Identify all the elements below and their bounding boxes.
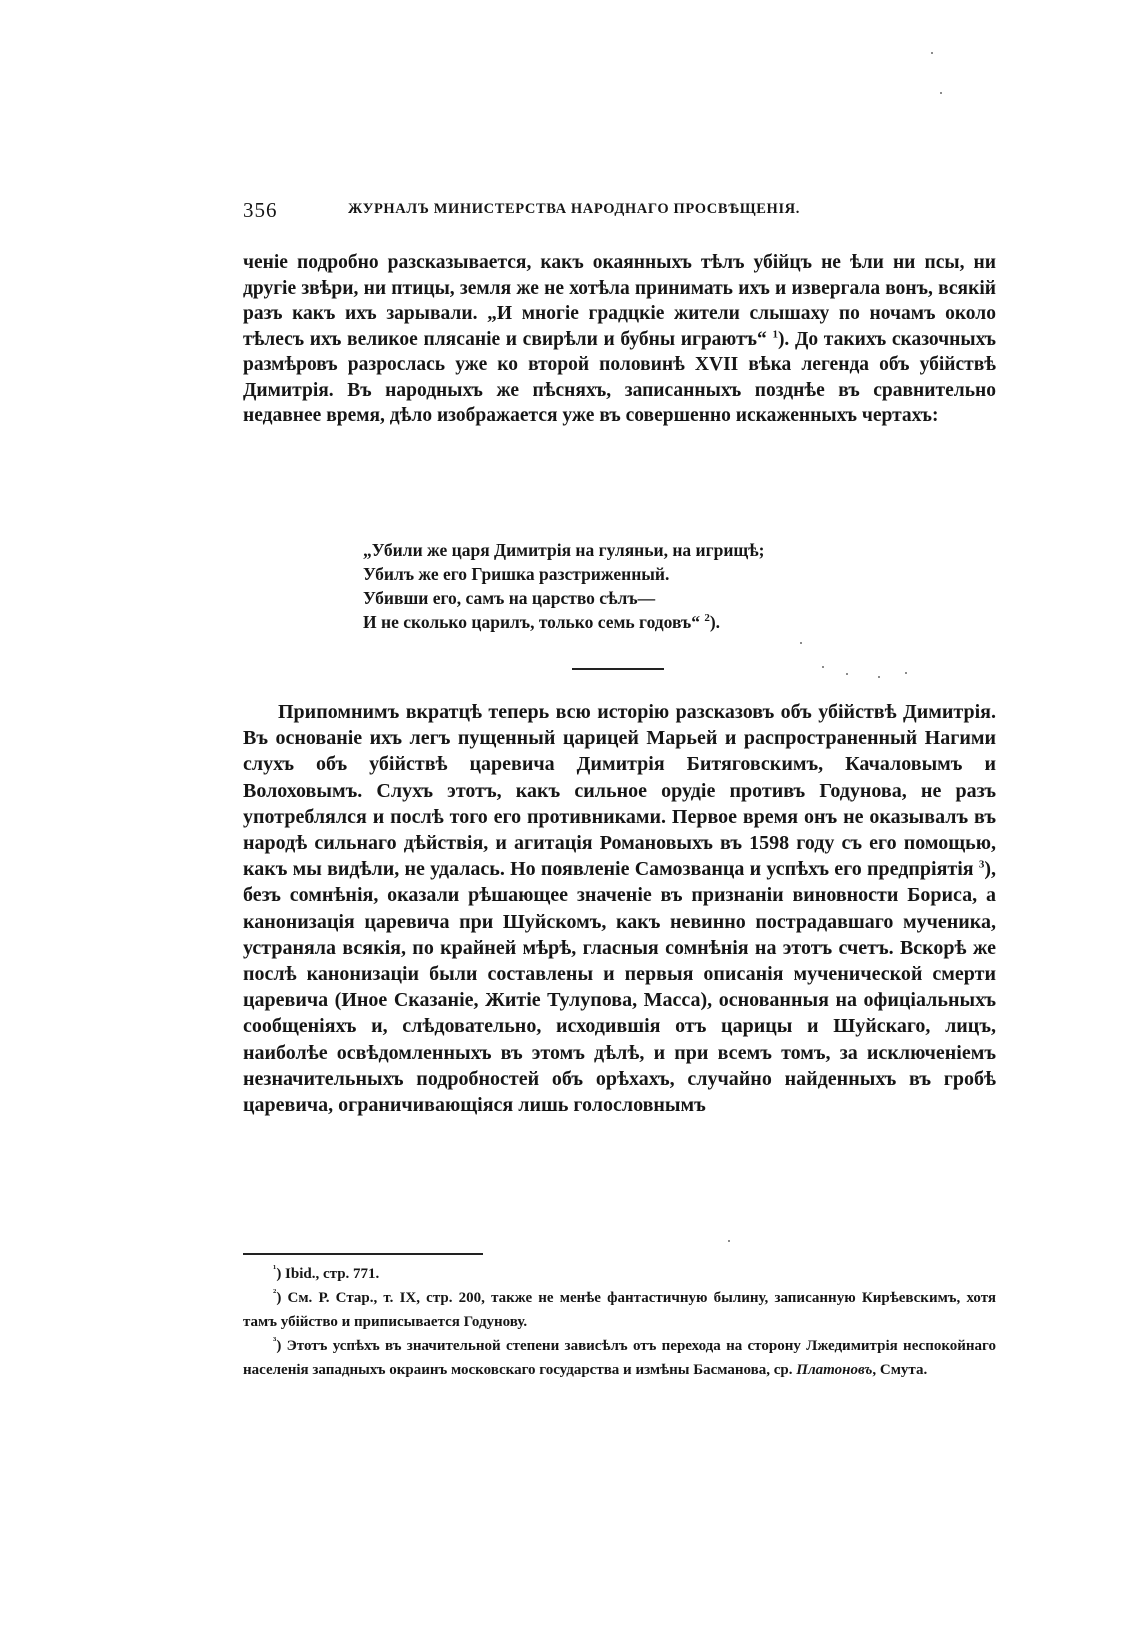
verse-line-3: Убивши его, самъ на царство сѣлъ—: [363, 588, 656, 608]
footnote-1-marker: ¹: [273, 1263, 277, 1275]
verse-line-4-end: ).: [709, 612, 721, 632]
footnote-ref-2: 2: [704, 612, 710, 625]
section-separator: [572, 668, 664, 670]
verse-line-4-text: И не сколько царилъ, только семь годовъ“: [363, 612, 705, 632]
footnote-1: [243, 1262, 996, 1286]
scan-speck: [728, 1240, 730, 1242]
page-header: [243, 198, 873, 224]
footnote-3-text-b: , Смута.: [872, 1362, 928, 1378]
footnote-2-text: ) См. Р. Стар., т. IX, стр. 200, также не менѣе фантастичную былину, записанную Кирѣевскимъ, хотя тамъ убійство и приписывается Годунову.: [243, 1290, 996, 1330]
verse-quote: [363, 538, 765, 634]
footnote-ref-3: 3: [978, 858, 985, 871]
running-title: ЖУРНАЛЪ МИНИСТЕРСТВА НАРОДНАГО ПРОСВѢЩЕНІЯ.: [348, 201, 800, 217]
scan-speck: [878, 676, 880, 678]
footnote-3-marker: ³: [273, 1335, 277, 1347]
verse-line-4: [363, 610, 765, 634]
footnote-3: [243, 1334, 996, 1382]
footnote-1-text: ) Ibid., стр. 771.: [276, 1266, 380, 1282]
page-number: 356: [243, 198, 278, 222]
scan-speck: [822, 666, 824, 668]
scan-speck: [905, 672, 907, 674]
paragraph-1: [243, 250, 996, 429]
paragraph-2-text-b: ), безъ сомнѣнія, оказали рѣшающее значеніе въ признаніи виновности Бориса, а канонизація царевича при Шуйскомъ, какъ невинно пострадавшаго мученика, устраняла всякія, по крайней мѣрѣ, гласныя сомнѣнія на этотъ счетъ. Вскорѣ же послѣ канонизаціи были составлены и первыя описанія мученической смерти царевича (Иное Сказаніе, Житіе Тулупова, Масса), основанныя на офиціальныхъ сообщеніяхъ и, слѣдовательно, исходившія отъ царицы и Шуйскаго, лицъ, наиболѣе освѣдомленныхъ въ этомъ дѣлѣ, и при всемъ томъ, за исключеніемъ незначительныхъ подробностей объ орѣхахъ, случайно найденныхъ въ гробѣ царевича, ограничивающіяся лишь голословнымъ: [243, 858, 996, 1117]
footnotes: [243, 1262, 996, 1382]
scan-speck: [800, 642, 802, 644]
footnote-rule: [243, 1253, 483, 1255]
scan-speck: [940, 92, 942, 94]
footnote-2-marker: ²: [273, 1287, 277, 1299]
footnote-3-text-a: ) Этотъ успѣхъ въ значительной степени зависѣлъ отъ перехода на сторону Лжедимитрія неспокойнаго населенія западныхъ окраинъ московскаго государства и измѣны Басманова, ср.: [243, 1338, 996, 1378]
scan-speck: [931, 52, 933, 54]
verse-line-1: „Убили же царя Димитрія на гуляньи, на игрищѣ;: [363, 540, 765, 560]
footnote-2: [243, 1286, 996, 1334]
verse-line-2: Убилъ же его Гришка разстриженный.: [363, 564, 670, 584]
paragraph-2: [243, 699, 996, 1118]
scan-speck: [846, 673, 848, 675]
paragraph-1-text-a: ченіе подробно разсказывается, какъ окаянныхъ тѣлъ убійцъ не ѣли ни псы, ни другіе звѣри, ни птицы, земля же не хотѣла принимать ихъ и извергала вонъ, всякій разъ какъ ихъ зарывали. „И многіе градцкіе жители слышаху по ночамъ около тѣлесъ ихъ великое плясаніе и свирѣли и бубны играютъ“: [243, 252, 996, 350]
paragraph-2-text-a: Припомнимъ вкратцѣ теперь всю исторію разсказовъ объ убійствѣ Димитрія. Въ основаніе ихъ легъ пущенный царицей Марьей и распространенный Нагими слухъ объ убійствѣ царевича Димитрія Битяговскимъ, Качаловымъ и Волоховымъ. Слухъ этотъ, какъ сильное орудіе противъ Годунова, не разъ употреблялся и послѣ того его противниками. Первое время онъ не оказывалъ въ народѣ сильнаго дѣйствія, и агитація Романовыхъ въ 1598 году съ его помощью, какъ мы видѣли, не удалась. Но появленіе Самозванца и успѣхъ его предпріятія: [243, 701, 996, 881]
footnote-3-author: Платоновъ: [796, 1362, 873, 1378]
paragraph-1-text-b: ). До такихъ сказочныхъ размѣровъ разрослась уже ко второй половинѣ XVII вѣка легенда объ убійствѣ Димитрія. Въ народныхъ же пѣсняхъ, записанныхъ позднѣе въ сравнительно недавнее время, дѣло изображается уже въ совершенно искаженныхъ чертахъ:: [243, 328, 996, 426]
footnote-ref-1: 1: [772, 328, 778, 340]
